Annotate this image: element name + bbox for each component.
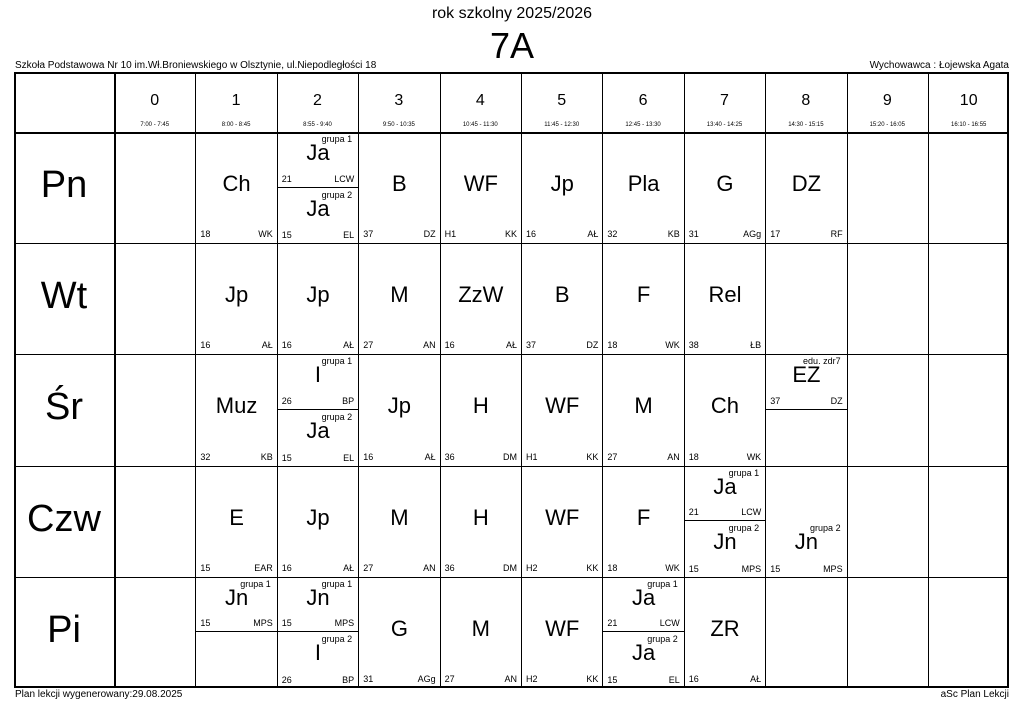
lesson-subject: Ja <box>306 140 330 165</box>
lesson-room: 37 <box>770 395 781 406</box>
lesson-cell[interactable] <box>359 467 439 577</box>
lesson-room: 37 <box>526 340 537 351</box>
period-time: 12:45 - 13:30 <box>625 122 661 128</box>
lesson-room: H2 <box>526 673 538 684</box>
period-number: 7 <box>720 92 729 109</box>
lesson-cell[interactable] <box>278 133 358 188</box>
lesson-teacher: AN <box>667 451 680 462</box>
lesson-teacher: AŁ <box>343 562 355 573</box>
lesson-cell[interactable] <box>278 244 358 354</box>
period-header <box>684 72 765 132</box>
lesson-cell[interactable] <box>522 355 602 465</box>
period-number: 2 <box>313 92 322 109</box>
period-header <box>521 72 602 132</box>
lesson-cell[interactable] <box>685 133 765 243</box>
lesson-subject: Pla <box>627 171 660 196</box>
lesson-room: 36 <box>444 562 455 573</box>
lesson-cell[interactable] <box>522 578 602 688</box>
lesson-room: H1 <box>526 451 538 462</box>
lesson-room: 21 <box>607 618 618 629</box>
lesson-subject: I <box>314 362 322 388</box>
lesson-group: grupa 2 <box>321 634 353 645</box>
lesson-subject: Muz <box>215 393 258 419</box>
lesson-teacher: LCW <box>659 618 680 629</box>
lesson-subject: EZ <box>792 362 821 388</box>
lesson-room: 17 <box>770 229 781 240</box>
lesson-subject: Rel <box>708 282 742 308</box>
lesson-subject: Ja <box>306 418 330 443</box>
day-label: Czw <box>27 497 101 540</box>
column-divider <box>928 72 929 688</box>
lesson-room: 18 <box>688 451 699 462</box>
period-time: 7:00 - 7:45 <box>140 122 170 128</box>
lesson-subject: Jp <box>306 282 330 308</box>
lesson-teacher: MPS <box>334 618 355 629</box>
period-number: 9 <box>882 92 892 109</box>
lesson-teacher: AŁ <box>424 451 436 462</box>
lesson-cell[interactable] <box>603 578 683 633</box>
period-header <box>195 72 276 132</box>
lesson-room: 37 <box>363 229 374 240</box>
lesson-teacher: RF <box>830 229 843 240</box>
lesson-teacher: AGg <box>743 229 762 240</box>
lesson-subject: Jp <box>224 282 249 308</box>
lesson-teacher: WK <box>665 340 680 351</box>
lesson-group: grupa 1 <box>321 578 353 589</box>
lesson-teacher: BP <box>342 395 355 406</box>
lesson-teacher: LCW <box>741 507 762 518</box>
period-time: 14:30 - 15:15 <box>788 122 824 128</box>
period-number: 5 <box>557 92 567 109</box>
generated-date: Plan lekcji wygenerowany:29.08.2025 <box>15 689 183 700</box>
lesson-teacher: AŁ <box>261 340 273 351</box>
lesson-room: H1 <box>444 229 457 240</box>
lesson-subject: Ja <box>306 195 330 221</box>
lesson-subject: B <box>554 282 570 308</box>
lesson-teacher: KB <box>667 229 680 240</box>
lesson-cell[interactable] <box>359 133 439 243</box>
lesson-teacher: AN <box>423 562 436 573</box>
lesson-teacher: WK <box>665 562 680 573</box>
lesson-subject: ZR <box>710 615 740 641</box>
lesson-teacher: LCW <box>334 173 355 184</box>
period-time: 13:40 - 14:25 <box>706 122 743 128</box>
lesson-teacher: AN <box>504 673 517 684</box>
lesson-room: 21 <box>688 507 699 518</box>
school-name: Szkoła Podstawowa Nr 10 im.Wł.Broniewskiego w Olsztynie, ul.Niepodległości 18 <box>15 60 377 71</box>
lesson-teacher: EAR <box>254 562 273 573</box>
lesson-group: grupa 2 <box>321 412 353 422</box>
lesson-subject: Ja <box>631 584 656 610</box>
lesson-teacher: KK <box>586 562 599 573</box>
lesson-room: 26 <box>281 674 292 685</box>
lesson-teacher: MPS <box>253 618 273 629</box>
class-title: 7A <box>489 25 535 66</box>
lesson-cell[interactable] <box>278 578 358 633</box>
lesson-subject: WF <box>545 393 580 419</box>
lesson-teacher: DZ <box>423 229 436 240</box>
lesson-room: 31 <box>363 673 374 684</box>
lesson-room: 26 <box>281 395 292 406</box>
period-number: 4 <box>475 92 485 109</box>
lesson-room: 18 <box>607 562 618 573</box>
lesson-teacher: AŁ <box>750 673 762 684</box>
lesson-cell[interactable] <box>522 467 602 577</box>
lesson-group: grupa 1 <box>321 356 353 367</box>
lesson-teacher: WK <box>258 229 273 240</box>
lesson-subject: Ch <box>222 171 251 196</box>
period-header <box>114 72 195 132</box>
period-number: 8 <box>801 92 811 109</box>
lesson-room: 27 <box>363 340 374 351</box>
lesson-teacher: AŁ <box>343 340 355 351</box>
lesson-subject: Jn <box>794 529 818 555</box>
lesson-subject: G <box>716 171 734 196</box>
class-teacher: Wychowawca : Łojewska Agata <box>869 60 1009 71</box>
lesson-teacher: AGg <box>417 673 436 684</box>
lesson-cell[interactable] <box>441 578 521 688</box>
period-number: 10 <box>959 92 978 109</box>
period-number: 6 <box>638 92 648 109</box>
lesson-teacher: AN <box>423 340 436 351</box>
lesson-teacher: KK <box>586 673 599 684</box>
lesson-group: grupa 2 <box>728 523 760 534</box>
lesson-cell[interactable] <box>766 522 846 577</box>
lesson-subject: M <box>634 393 653 419</box>
lesson-room: 15 <box>281 452 292 463</box>
lesson-subject: Jn <box>224 584 249 610</box>
lesson-teacher: EL <box>343 230 355 241</box>
lesson-room: 27 <box>444 673 455 684</box>
lesson-cell[interactable] <box>441 355 521 465</box>
lesson-subject: WF <box>463 171 498 196</box>
lesson-cell[interactable] <box>196 355 276 465</box>
lesson-cell[interactable] <box>766 355 846 410</box>
lesson-subject: Jp <box>387 393 411 419</box>
day-label: Pn <box>40 164 88 206</box>
lesson-cell[interactable] <box>685 578 765 688</box>
lesson-room: 27 <box>363 562 374 573</box>
lesson-room: 38 <box>688 340 699 351</box>
lesson-group: grupa 2 <box>647 634 678 645</box>
column-divider <box>847 72 848 688</box>
lesson-subject: WF <box>545 504 580 530</box>
lesson-subject: M <box>471 615 490 641</box>
period-header <box>277 72 358 132</box>
lesson-cell[interactable] <box>685 355 765 465</box>
lesson-teacher: EL <box>668 674 680 685</box>
lesson-cell[interactable] <box>359 244 439 354</box>
lesson-room: 18 <box>200 229 211 240</box>
period-time: 11:45 - 12:30 <box>544 122 580 128</box>
lesson-room: 15 <box>200 562 211 573</box>
period-time: 9:50 - 10:35 <box>382 122 415 128</box>
lesson-room: H2 <box>526 562 538 573</box>
lesson-teacher: AŁ <box>505 340 517 351</box>
software-name: aSc Plan Lekcji <box>940 689 1009 700</box>
column-divider <box>114 72 116 688</box>
lesson-subject: M <box>390 504 409 530</box>
lesson-cell[interactable] <box>685 522 765 577</box>
lesson-subject: H <box>472 504 489 530</box>
period-header <box>602 72 683 132</box>
lesson-cell[interactable] <box>522 244 602 354</box>
lesson-cell[interactable] <box>278 467 358 577</box>
lesson-teacher: WK <box>746 451 762 462</box>
lesson-cell[interactable] <box>359 355 439 465</box>
lesson-group: grupa 2 <box>810 523 841 534</box>
lesson-subject: B <box>392 171 407 196</box>
lesson-cell[interactable] <box>441 133 521 243</box>
lesson-teacher: MPS <box>741 563 762 574</box>
lesson-subject: F <box>636 504 651 530</box>
day-label: Pi <box>47 608 81 651</box>
lesson-cell[interactable] <box>603 467 683 577</box>
lesson-cell[interactable] <box>603 355 683 465</box>
lesson-subject: WF <box>545 615 580 641</box>
period-number: 1 <box>231 92 241 109</box>
lesson-room: 32 <box>607 229 618 240</box>
lesson-cell[interactable] <box>766 133 846 243</box>
day-label: Śr <box>45 386 83 429</box>
lesson-subject: M <box>390 282 409 308</box>
lesson-subject: DZ <box>791 171 822 196</box>
lesson-teacher: MPS <box>823 563 843 574</box>
lesson-room: 15 <box>607 674 618 685</box>
lesson-room: 16 <box>200 340 211 351</box>
lesson-teacher: ŁB <box>750 340 762 351</box>
lesson-subject: I <box>314 640 322 666</box>
lesson-room: 15 <box>281 618 292 629</box>
lesson-teacher: KK <box>504 229 517 240</box>
lesson-cell[interactable] <box>196 244 276 354</box>
lesson-teacher: AŁ <box>587 229 599 240</box>
lesson-room: 18 <box>607 340 618 351</box>
lesson-subject: Jp <box>550 171 574 196</box>
lesson-cell[interactable] <box>196 133 276 243</box>
period-time: 15:20 - 16:05 <box>869 122 905 128</box>
lesson-room: 15 <box>688 563 699 574</box>
lesson-cell[interactable] <box>603 244 683 354</box>
lesson-room: 15 <box>770 563 781 574</box>
lesson-teacher: BP <box>342 674 355 685</box>
lesson-cell[interactable] <box>685 467 765 522</box>
lesson-room: 16 <box>281 562 292 573</box>
lesson-cell[interactable] <box>278 189 358 244</box>
lesson-room: 36 <box>444 451 455 462</box>
lesson-cell[interactable] <box>603 133 683 243</box>
lesson-room: 15 <box>281 230 292 241</box>
period-header <box>358 72 439 132</box>
period-header <box>928 72 1009 132</box>
lesson-cell[interactable] <box>522 133 602 243</box>
period-time: 10:45 - 11:30 <box>462 122 498 128</box>
lesson-teacher: KK <box>586 451 599 462</box>
lesson-subject: H <box>472 393 489 419</box>
lesson-subject: ZzW <box>458 282 504 308</box>
period-number: 0 <box>150 92 160 109</box>
lesson-cell[interactable] <box>278 411 358 466</box>
lesson-teacher: KB <box>260 451 273 462</box>
lesson-room: 16 <box>363 451 374 462</box>
lesson-subject: Ja <box>713 473 737 499</box>
lesson-group: edu. zdr7 <box>803 356 841 367</box>
lesson-group: grupa 1 <box>240 578 271 589</box>
timetable-grid <box>14 72 1009 688</box>
period-time: 16:10 - 16:55 <box>951 122 987 128</box>
lesson-cell[interactable] <box>441 467 521 577</box>
lesson-subject: F <box>636 282 651 308</box>
lesson-cell[interactable] <box>278 633 358 688</box>
school-year: rok szkolny 2025/2026 <box>431 5 593 22</box>
lesson-cell[interactable] <box>441 244 521 354</box>
lesson-room: 27 <box>607 451 618 462</box>
lesson-cell[interactable] <box>196 578 276 633</box>
lesson-cell[interactable] <box>278 355 358 410</box>
lesson-subject: Jn <box>306 584 330 610</box>
lesson-room: 21 <box>281 173 292 184</box>
period-time: 8:55 - 9:40 <box>303 122 332 128</box>
lesson-cell[interactable] <box>196 467 276 577</box>
lesson-subject: E <box>229 504 244 530</box>
lesson-subject: Jn <box>713 529 737 555</box>
lesson-teacher: DM <box>502 562 517 573</box>
lesson-room: 16 <box>281 340 292 351</box>
lesson-teacher: DM <box>502 451 517 462</box>
lesson-room: 16 <box>688 673 699 684</box>
lesson-room: 32 <box>200 451 211 462</box>
period-header <box>847 72 928 132</box>
lesson-room: 16 <box>526 229 537 240</box>
period-header <box>765 72 846 132</box>
lesson-group: grupa 1 <box>321 134 353 144</box>
lesson-room: 16 <box>444 340 455 351</box>
lesson-teacher: DZ <box>830 395 843 406</box>
day-label: Wt <box>40 275 88 318</box>
lesson-teacher: EL <box>343 452 355 463</box>
lesson-teacher: DZ <box>586 340 599 351</box>
lesson-room: 31 <box>688 229 699 240</box>
lesson-room: 15 <box>200 618 211 629</box>
lesson-subject: Jp <box>306 504 330 530</box>
lesson-group: grupa 1 <box>728 467 760 478</box>
lesson-group: grupa 1 <box>647 578 678 589</box>
period-header <box>440 72 521 132</box>
period-time: 8:00 - 8:45 <box>221 122 251 128</box>
lesson-group: grupa 2 <box>321 189 353 200</box>
lesson-cell[interactable] <box>359 578 439 688</box>
lesson-subject: Ja <box>631 640 656 666</box>
period-number: 3 <box>394 92 404 109</box>
lesson-subject: Ch <box>710 393 740 419</box>
lesson-cell[interactable] <box>603 633 683 688</box>
lesson-cell[interactable] <box>685 244 765 354</box>
lesson-subject: G <box>390 615 408 641</box>
